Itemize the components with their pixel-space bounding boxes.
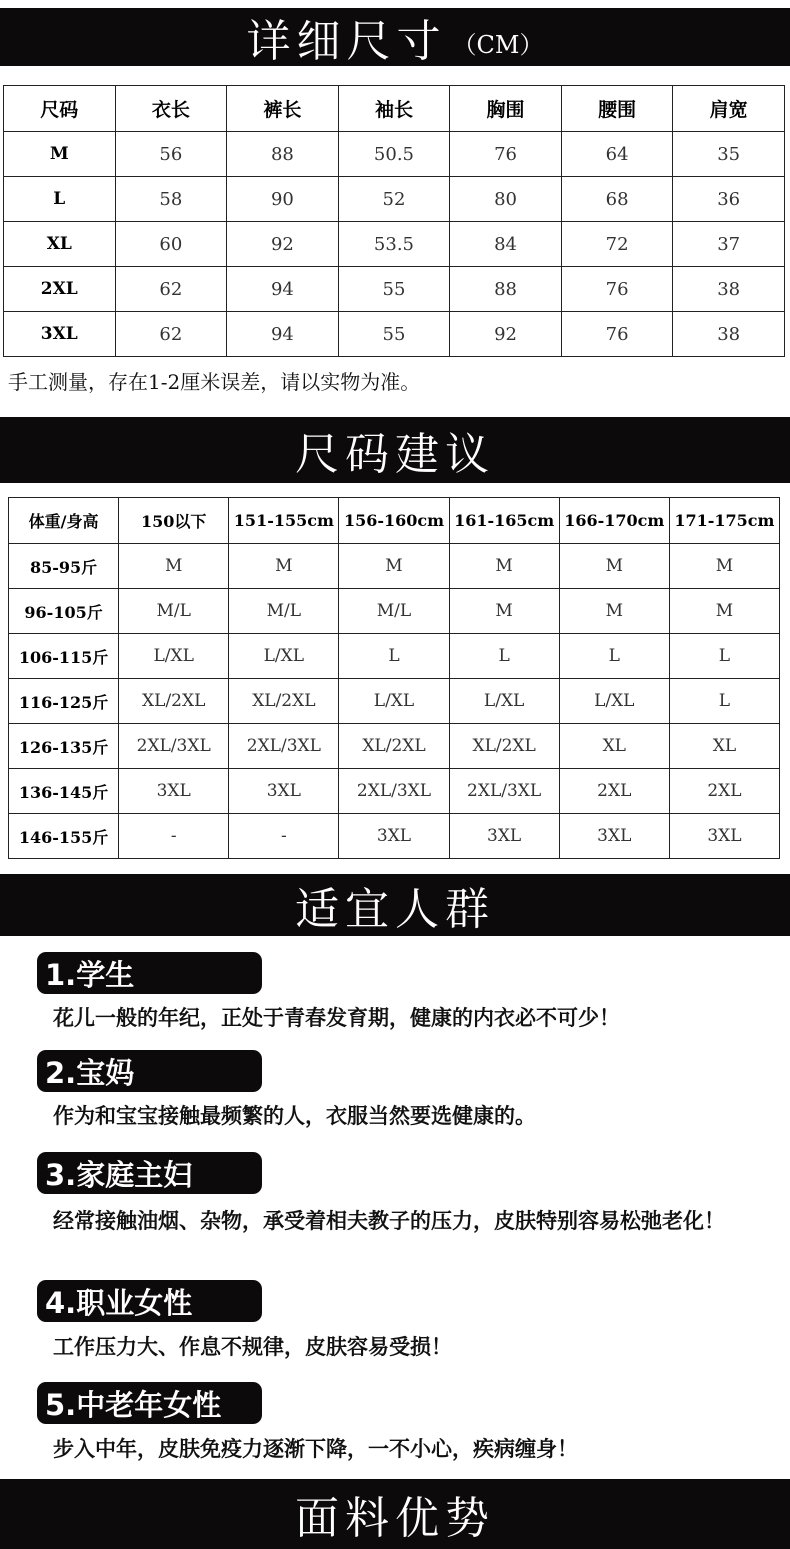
- size-table-cell: 84: [450, 222, 562, 267]
- size-advice-table: [8, 497, 780, 859]
- size-advice-table-cell: 3XL: [339, 814, 449, 859]
- measurement-note: 手工测量，存在1-2厘米误差，请以实物为准。: [8, 370, 421, 394]
- size-table-cell: 94: [227, 267, 339, 312]
- size-table-row: [4, 312, 785, 357]
- size-advice-table-cell: M: [559, 544, 669, 589]
- size-table-cell: 52: [338, 177, 450, 222]
- size-table-row-label: XL: [4, 222, 116, 267]
- suitable-people-title: 适宜人群: [295, 884, 495, 935]
- size-advice-table-row-label: 106-115斤: [9, 634, 119, 679]
- group-desc-career-woman: 工作压力大、作息不规律，皮肤容易受损！: [53, 1335, 452, 1359]
- size-advice-table-cell: 3XL: [119, 769, 229, 814]
- size-table-cell: 62: [115, 312, 227, 357]
- size-advice-table-cell: 2XL/3XL: [339, 769, 449, 814]
- size-advice-table-cell: 3XL: [229, 769, 339, 814]
- size-advice-table-cell: M: [669, 589, 779, 634]
- size-advice-banner: [0, 417, 790, 483]
- size-table-cell: 94: [227, 312, 339, 357]
- size-table-cell: 50.5: [338, 132, 450, 177]
- size-advice-table-header-cell: 151-155cm: [229, 498, 339, 544]
- group-desc-student: 花儿一般的年纪，正处于青春发育期，健康的内衣必不可少！: [53, 1006, 620, 1030]
- size-table-row-label: M: [4, 132, 116, 177]
- size-advice-table-row: [9, 814, 780, 859]
- size-table-header-cell: 肩宽: [673, 86, 785, 132]
- size-table-cell: 68: [561, 177, 673, 222]
- size-advice-table-cell: M/L: [339, 589, 449, 634]
- size-advice-table-cell: M: [229, 544, 339, 589]
- size-table-cell: 58: [115, 177, 227, 222]
- size-advice-table-row: [9, 724, 780, 769]
- group-tag-student: 1.学生: [37, 952, 262, 994]
- group-tag-middle-aged-woman: 5.中老年女性: [37, 1382, 262, 1424]
- size-advice-table-row: [9, 634, 780, 679]
- size-advice-table-cell: XL/2XL: [229, 679, 339, 724]
- size-advice-table-row: [9, 544, 780, 589]
- group-desc-mom: 作为和宝宝接触最频繁的人，衣服当然要选健康的。: [53, 1104, 536, 1128]
- size-advice-table-header-cell: 171-175cm: [669, 498, 779, 544]
- size-table-header-row: [4, 86, 785, 132]
- size-table-cell: 92: [450, 312, 562, 357]
- size-advice-table-cell: L: [669, 679, 779, 724]
- size-table-row: [4, 267, 785, 312]
- size-detail-banner: [0, 8, 790, 66]
- size-table-header-cell: 胸围: [450, 86, 562, 132]
- size-advice-table-cell: L/XL: [229, 634, 339, 679]
- size-advice-table-header-cell: 156-160cm: [339, 498, 449, 544]
- size-table-row-label: 2XL: [4, 267, 116, 312]
- size-advice-table-cell: L: [669, 634, 779, 679]
- size-advice-table-cell: L/XL: [119, 634, 229, 679]
- size-table: [3, 85, 785, 357]
- size-table-cell: 90: [227, 177, 339, 222]
- size-table-row: [4, 132, 785, 177]
- group-tag-mom: 2.宝妈: [37, 1050, 262, 1092]
- size-advice-table-cell: 2XL/3XL: [229, 724, 339, 769]
- fabric-advantage-banner: [0, 1479, 790, 1549]
- size-advice-table-cell: M: [669, 544, 779, 589]
- size-advice-table-cell: L/XL: [339, 679, 449, 724]
- size-table-header-cell: 衣长: [115, 86, 227, 132]
- size-table-cell: 53.5: [338, 222, 450, 267]
- size-advice-table-cell: L: [339, 634, 449, 679]
- size-advice-table-cell: L/XL: [449, 679, 559, 724]
- size-table-row-label: 3XL: [4, 312, 116, 357]
- size-advice-table-cell: -: [229, 814, 339, 859]
- size-table-cell: 60: [115, 222, 227, 267]
- size-table-header-cell: 尺码: [4, 86, 116, 132]
- group-desc-housewife: 经常接触油烟、杂物，承受着相夫教子的压力，皮肤特别容易松弛老化！: [53, 1209, 725, 1233]
- size-advice-table-cell: 3XL: [449, 814, 559, 859]
- size-advice-table-cell: 3XL: [559, 814, 669, 859]
- size-advice-table-cell: M/L: [229, 589, 339, 634]
- size-advice-table-cell: M: [449, 589, 559, 634]
- size-advice-table-row-label: 146-155斤: [9, 814, 119, 859]
- size-table-header-cell: 袖长: [338, 86, 450, 132]
- size-table-cell: 38: [673, 267, 785, 312]
- size-advice-table-header-cell: 体重/身高: [9, 498, 119, 544]
- group-desc-middle-aged-woman: 步入中年，皮肤免疫力逐渐下降，一不小心，疾病缠身！: [53, 1437, 578, 1461]
- size-advice-table-cell: XL: [669, 724, 779, 769]
- size-table-cell: 55: [338, 312, 450, 357]
- size-table-cell: 92: [227, 222, 339, 267]
- size-table-cell: 56: [115, 132, 227, 177]
- size-advice-table-cell: XL: [559, 724, 669, 769]
- group-tag-career-woman: 4.职业女性: [37, 1280, 262, 1322]
- size-table-row: [4, 177, 785, 222]
- size-advice-table-header-cell: 150以下: [119, 498, 229, 544]
- size-table-row: [4, 222, 785, 267]
- size-advice-table-row-label: 126-135斤: [9, 724, 119, 769]
- size-advice-table-cell: XL/2XL: [339, 724, 449, 769]
- size-advice-table-cell: 2XL: [559, 769, 669, 814]
- size-advice-table-header-cell: 166-170cm: [559, 498, 669, 544]
- size-advice-table-cell: L: [449, 634, 559, 679]
- size-advice-table-cell: XL/2XL: [119, 679, 229, 724]
- size-advice-table-cell: L/XL: [559, 679, 669, 724]
- size-table-cell: 72: [561, 222, 673, 267]
- size-advice-table-cell: 3XL: [669, 814, 779, 859]
- size-advice-table-cell: M: [119, 544, 229, 589]
- size-table-cell: 35: [673, 132, 785, 177]
- size-table-cell: 76: [561, 267, 673, 312]
- size-advice-table-header-row: [9, 498, 780, 544]
- size-advice-table-cell: 2XL: [669, 769, 779, 814]
- size-advice-table-cell: M: [449, 544, 559, 589]
- size-advice-table-cell: 2XL/3XL: [449, 769, 559, 814]
- size-advice-table-cell: -: [119, 814, 229, 859]
- size-table-cell: 80: [450, 177, 562, 222]
- size-advice-table-cell: XL/2XL: [449, 724, 559, 769]
- fabric-advantage-title: 面料优势: [295, 1493, 495, 1544]
- size-table-header-cell: 裤长: [227, 86, 339, 132]
- size-table-cell: 37: [673, 222, 785, 267]
- size-table-cell: 88: [450, 267, 562, 312]
- size-advice-table-row-label: 85-95斤: [9, 544, 119, 589]
- size-advice-table-row-label: 96-105斤: [9, 589, 119, 634]
- size-table-cell: 38: [673, 312, 785, 357]
- size-advice-table-cell: M/L: [119, 589, 229, 634]
- size-advice-table-row-label: 116-125斤: [9, 679, 119, 724]
- size-advice-table-cell: M: [559, 589, 669, 634]
- size-table-cell: 62: [115, 267, 227, 312]
- suitable-people-banner: [0, 874, 790, 936]
- size-table-cell: 88: [227, 132, 339, 177]
- size-table-row-label: L: [4, 177, 116, 222]
- size-table-cell: 36: [673, 177, 785, 222]
- size-advice-table-header-cell: 161-165cm: [449, 498, 559, 544]
- size-table-cell: 76: [450, 132, 562, 177]
- size-advice-table-cell: M: [339, 544, 449, 589]
- size-advice-table-cell: 2XL/3XL: [119, 724, 229, 769]
- size-table-cell: 64: [561, 132, 673, 177]
- size-advice-title: 尺码建议: [295, 429, 495, 480]
- size-advice-table-row-label: 136-145斤: [9, 769, 119, 814]
- group-tag-housewife: 3.家庭主妇: [37, 1152, 262, 1194]
- size-detail-unit: （CM）: [452, 30, 544, 59]
- size-advice-table-row: [9, 769, 780, 814]
- size-advice-table-row: [9, 589, 780, 634]
- size-advice-table-row: [9, 679, 780, 724]
- size-table-cell: 76: [561, 312, 673, 357]
- size-table-header-cell: 腰围: [561, 86, 673, 132]
- size-detail-title: 详细尺寸: [246, 16, 447, 67]
- size-table-cell: 55: [338, 267, 450, 312]
- size-advice-table-cell: L: [559, 634, 669, 679]
